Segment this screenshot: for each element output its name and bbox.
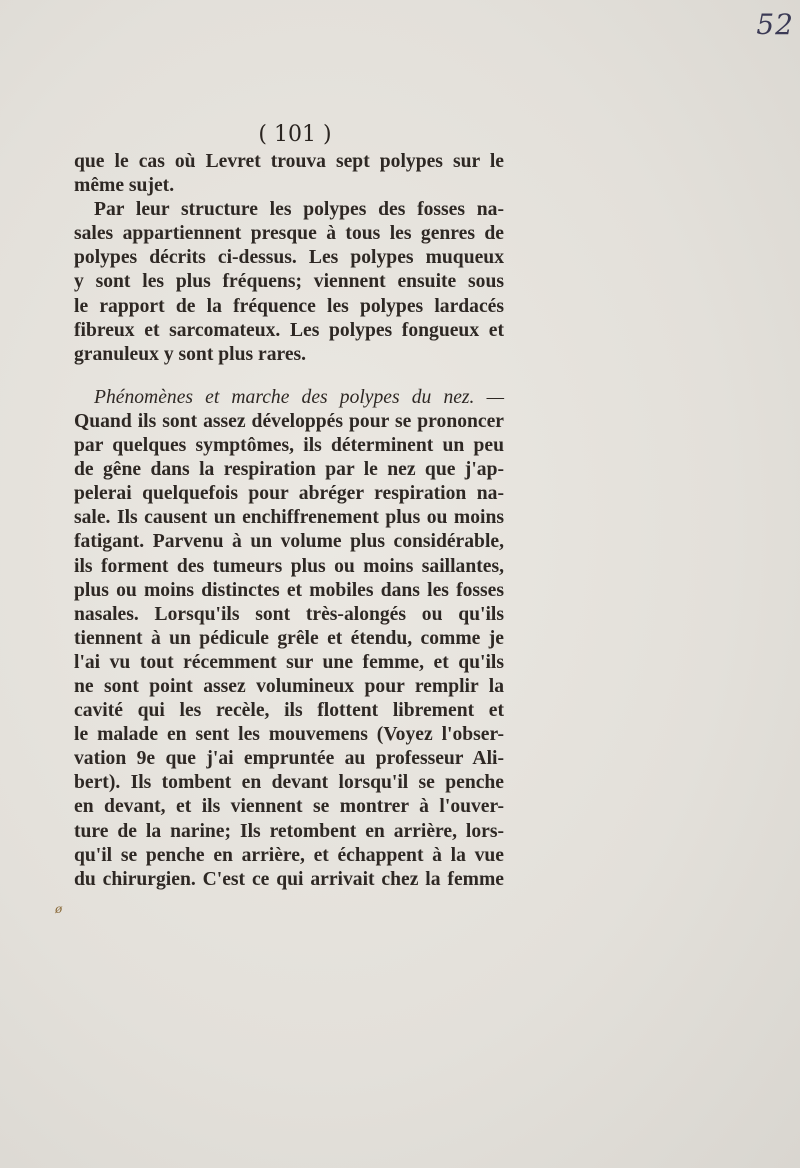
- section-heading: Phénomènes et marche des polypes du nez. —: [94, 386, 504, 408]
- paragraph-gap: [74, 367, 504, 386]
- text-line: Par leur structure les polypes des fosses na-: [94, 199, 504, 221]
- text-line: fibreux et sarcomateux. Les polypes fongueux et: [74, 319, 504, 341]
- text-line: vation 9e que j'ai empruntée au professeur Ali-: [74, 748, 504, 770]
- text-line: même sujet.: [74, 175, 175, 197]
- text-line: sale. Ils causent un enchiffrenement plus ou moins: [74, 507, 504, 529]
- text-line: en devant, et ils viennent se montrer à l'ouver-: [74, 796, 504, 818]
- text-line: ne sont point assez volumineux pour remplir la: [74, 675, 504, 697]
- text-line: par quelques symptômes, ils déterminent un peu: [74, 435, 504, 457]
- text-line: le rapport de la fréquence les polypes lardacés: [74, 295, 504, 317]
- text-line: ils forment des tumeurs plus ou moins saillantes,: [74, 555, 504, 577]
- text-line: l'ai vu tout récemment sur une femme, et qu'ils: [74, 651, 504, 673]
- body-text: [74, 150, 504, 892]
- text-line: granuleux y sont plus rares.: [74, 343, 307, 365]
- page-number: ( 101 ): [258, 122, 332, 147]
- text-line: bert). Ils tombent en devant lorsqu'il se penche: [74, 772, 504, 794]
- text-line: pelerai quelquefois pour abréger respiration na-: [74, 483, 504, 505]
- text-line: ture de la narine; Ils retombent en arrière, lors-: [74, 820, 504, 842]
- text-line: de gêne dans la respiration par le nez que j'ap-: [74, 459, 504, 481]
- text-line: tiennent à un pédicule grêle et étendu, comme je: [74, 627, 504, 649]
- folio-mark: 52: [756, 8, 794, 41]
- text-line: qu'il se penche en arrière, et échappent à la vue: [74, 844, 504, 866]
- text-line: polypes décrits ci-dessus. Les polypes muqueux: [74, 247, 504, 269]
- text-line: que le cas où Levret trouva sept polypes sur le: [74, 151, 504, 172]
- text-line: nasales. Lorsqu'ils sont très-alongés ou qu'ils: [74, 603, 504, 625]
- text-line: plus ou moins distinctes et mobiles dans les fosses: [74, 579, 504, 601]
- text-line: le malade en sent les mouvemens (Voyez l'obser-: [74, 724, 504, 746]
- text-line: du chirurgien. C'est ce qui arrivait chez la femme: [74, 868, 504, 890]
- text-line: fatigant. Parvenu à un volume plus considérable,: [74, 531, 504, 553]
- text-line: y sont les plus fréquens; viennent ensuite sous: [74, 271, 504, 293]
- text-line: Quand ils sont assez développés pour se prononcer: [74, 410, 504, 432]
- ink-mark: ø: [55, 902, 63, 916]
- text-line: cavité qui les recèle, ils flottent librement et: [74, 700, 504, 722]
- text-line: sales appartiennent presque à tous les genres de: [74, 223, 504, 245]
